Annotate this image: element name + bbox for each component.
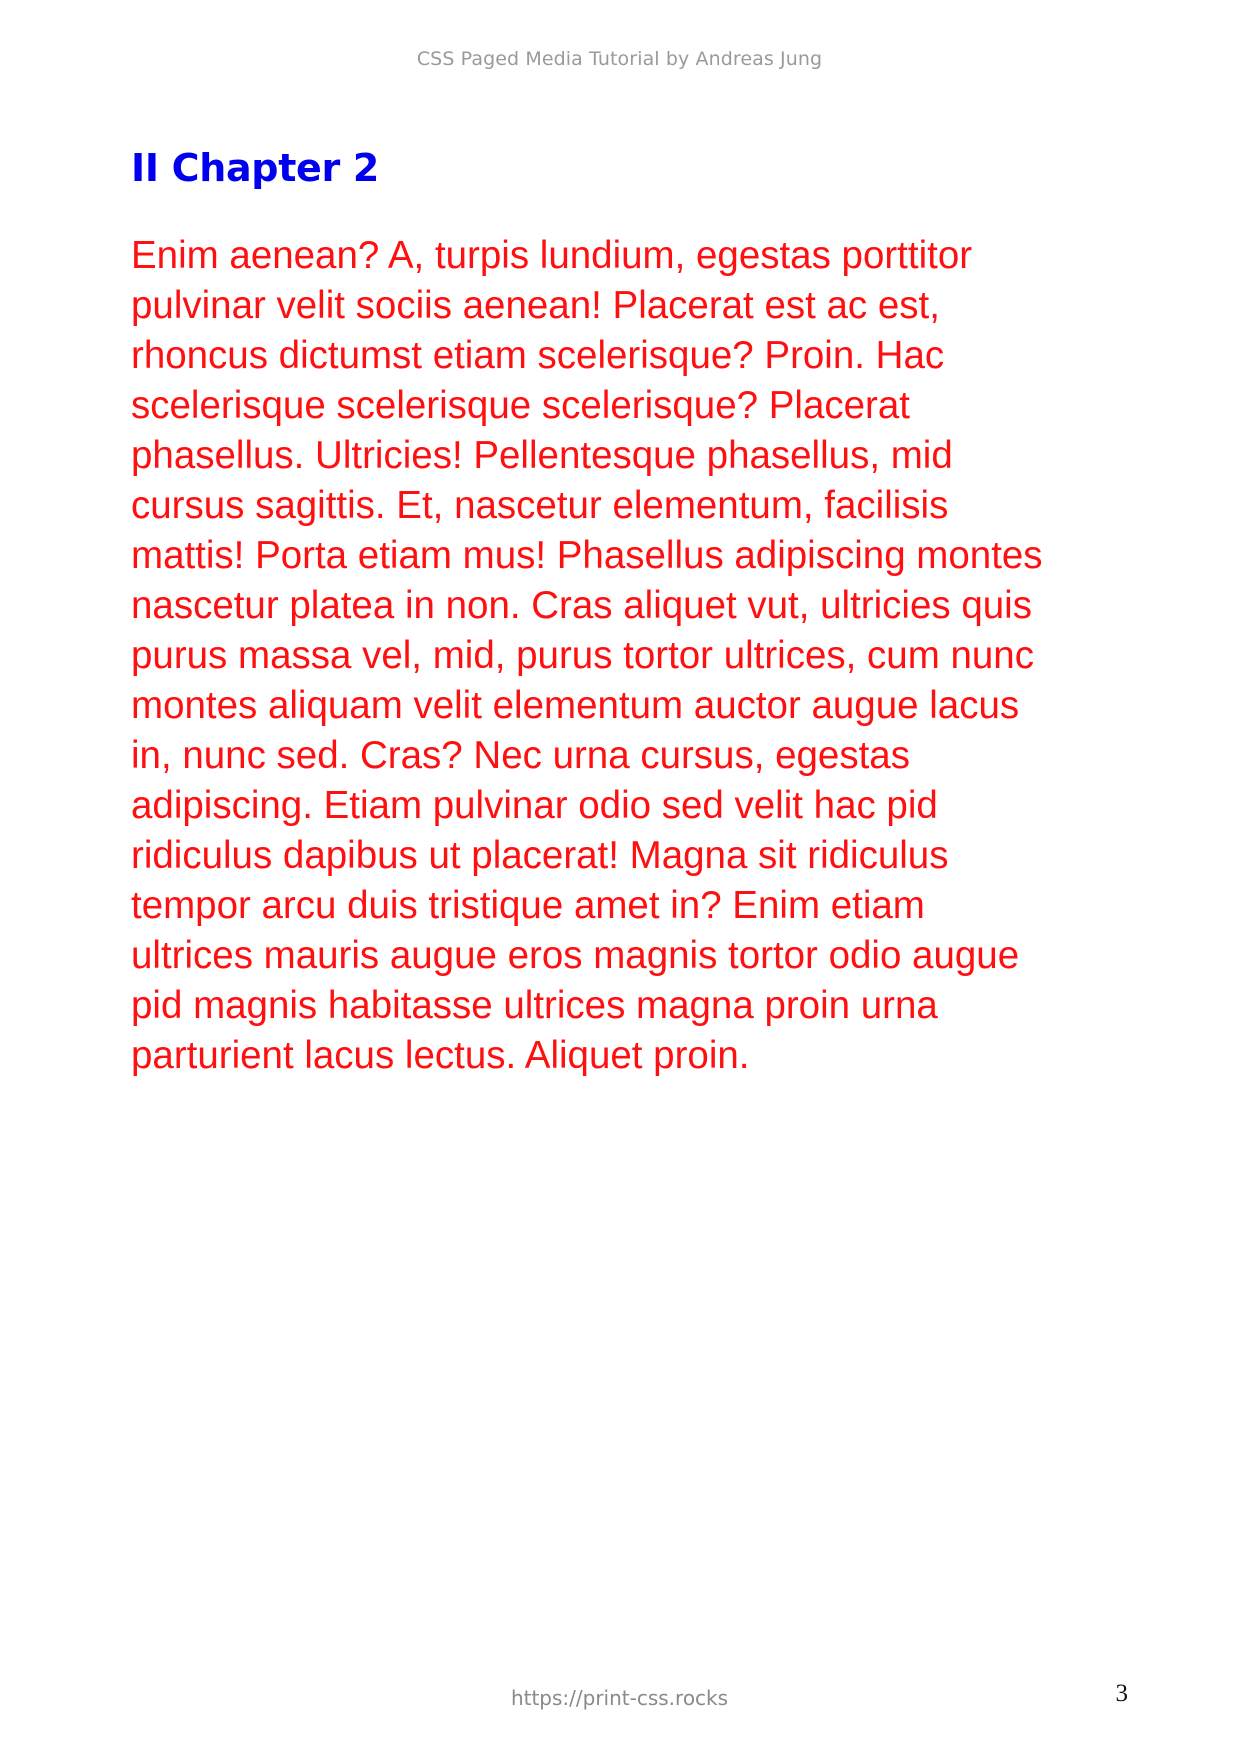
- chapter-body-paragraph: Enim aenean? A, turpis lundium, egestas porttitor pulvinar velit sociis aenean! Placerat est ac est, rhoncus dictumst etiam scelerisque? Proin. Hac scelerisque scelerisque scelerisque? Placerat phasellus. Ultricies! Pellentesque phasellus, mid cursus sagittis. Et, nascetur elementum, facilisis mattis! Porta etiam mus! Phasellus adipiscing montes nascetur platea in non. Cras aliquet vut, ultricies quis purus massa vel, mid, purus tortor ultrices, cum nunc montes aliquam velit elementum auctor augue lacus in, nunc sed. Cras? Nec urna cursus, egestas adipiscing. Etiam pulvinar odio sed velit hac pid ridiculus dapibus ut placerat! Magna sit ridiculus tempor arcu duis tristique amet in? Enim etiam ultrices mauris augue eros magnis tortor odio augue pid magnis habitasse ultrices magna proin urna parturient lacus lectus. Aliquet proin.: [131, 234, 1043, 1077]
- chapter-title: II Chapter 2: [131, 146, 380, 190]
- page-number: 3: [1115, 1680, 1128, 1707]
- footer-url: https://print-css.rocks: [510, 1686, 729, 1710]
- running-header: CSS Paged Media Tutorial by Andreas Jung: [416, 48, 823, 70]
